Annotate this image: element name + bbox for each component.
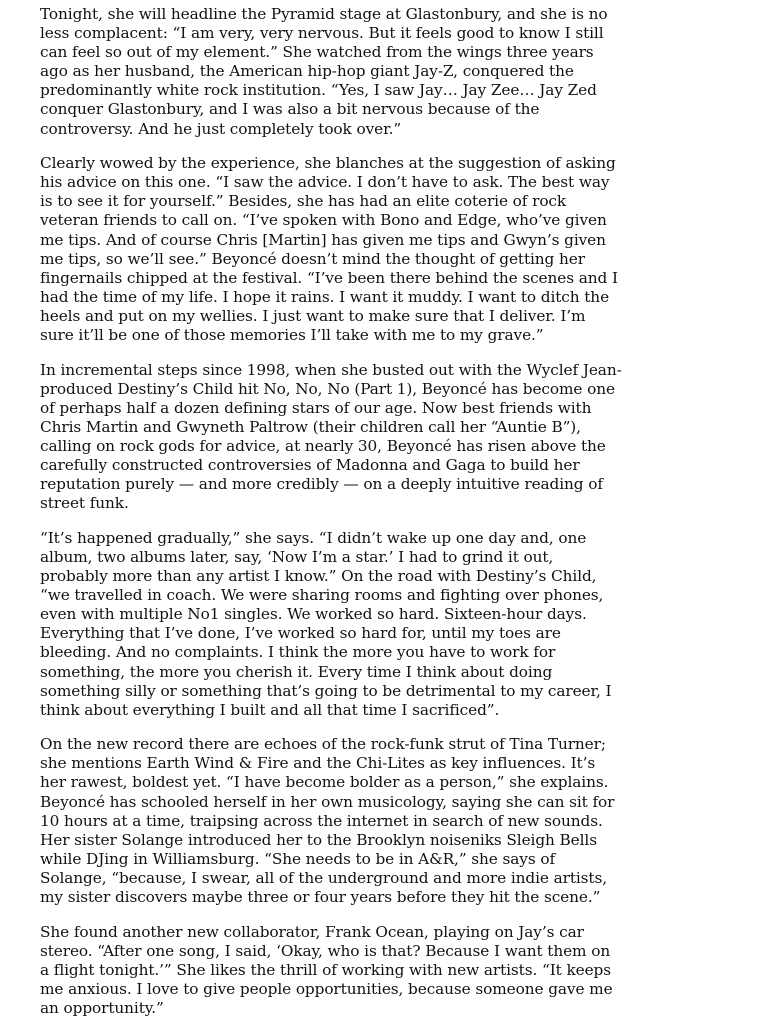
paragraph-new-record: On the new record there are echoes of the rock-funk strut of Tina Turner; she mentions Earth Wind & Fire and the Chi-Lites as key influences. It’s her rawest, boldest yet. “I have become bolder as a person,” she explains. Beyoncé has schooled herself in her own musicology, saying she can sit for 10 hours at a time, traipsing across the internet in search of new sounds. Her sister Solange introduced her to the Brooklyn noiseniks Sleigh Bells while DJing in Williamsburg. “She needs to be in A&R,” she says of Solange, “because, I swear, all of the underground and more indie artists, my sister discovers maybe three or four years before they hit the scene.”	[40, 735, 615, 907]
paragraph-advice: Clearly wowed by the experience, she blanches at the suggestion of asking his advice on this one. “I saw the advice. I don’t have to ask. The best way is to see it for yourself.” Besides, she has had an elite coterie of rock veteran friends to call on. “I’ve spoken with Bono and Edge, who’ve given me tips. And of course Chris [Martin] has given me tips and Gwyn’s given me tips, so we’ll see.” Beyoncé doesn’t mind the thought of getting her fingernails chipped at the festival. “I’ve been there behind the scenes and I had the time of my life. I hope it rains. I want it muddy. I want to ditch the heels and put on my wellies. I just want to make sure that I deliver. I’m sure it’ll be one of those memories I’ll take with me to my grave.”	[40, 154, 618, 344]
paragraph-hard-work: “It’s happened gradually,” she says. “I didn’t wake up one day and, one album, two albums later, say, ‘Now I’m a star.’ I had to grind it out, probably more than any artist I know.” On the road with Destiny’s Child, “we travelled in coach. We were sharing rooms and fighting over phones, even with multiple No1 singles. We worked so hard. Sixteen-hour days. Everything that I’ve done, I’ve worked so hard for, until my toes are bleeding. And no complaints. I think the more you have to work for something, the more you cherish it. Every time I think about doing something silly or something that’s going to be detrimental to my career, I think about everything I built and all that time I sacrificed”.	[40, 528, 612, 719]
paragraph-career-steps: In incremental steps since 1998, when she busted out with the Wyclef Jean-produced Destiny’s Child hit No, No, No (Part 1), Beyoncé has become one of perhaps half a dozen defining stars of our age. Now best friends with Chris Martin and Gwyneth Paltrow (their children call her “Auntie B”), calling on rock gods for advice, at nearly 30, Beyoncé has risen above the carefully constructed controversies of Madonna and Gaga to build her reputation purely — and more credibly — on a deeply intuitive reading of street funk.	[40, 360, 622, 513]
paragraph-glastonbury-headline: Tonight, she will headline the Pyramid stage at Glastonbury, and she is no less complacent: “I am very, very nervous. But it feels good to know I still can feel so out of my element.” She watched from the wings three years ago as her husband, the American hip-hop giant Jay-Z, conquered the predominantly white rock institution. “Yes, I saw Jay… Jay Zee… Jay Zed conquer Glastonbury, and I was also a bit nervous because of the controversy. And he just completely took over.”	[40, 5, 608, 138]
article-body	[40, 5, 622, 1018]
paragraph-frank-ocean: She found another new collaborator, Frank Ocean, playing on Jay’s car stereo. “After one song, I said, ‘Okay, who is that? Because I want them on a flight tonight.’” She likes the thrill of working with new artists. “It keeps me anxious. I love to give people opportunities, because someone gave me an opportunity.”	[40, 922, 613, 1017]
